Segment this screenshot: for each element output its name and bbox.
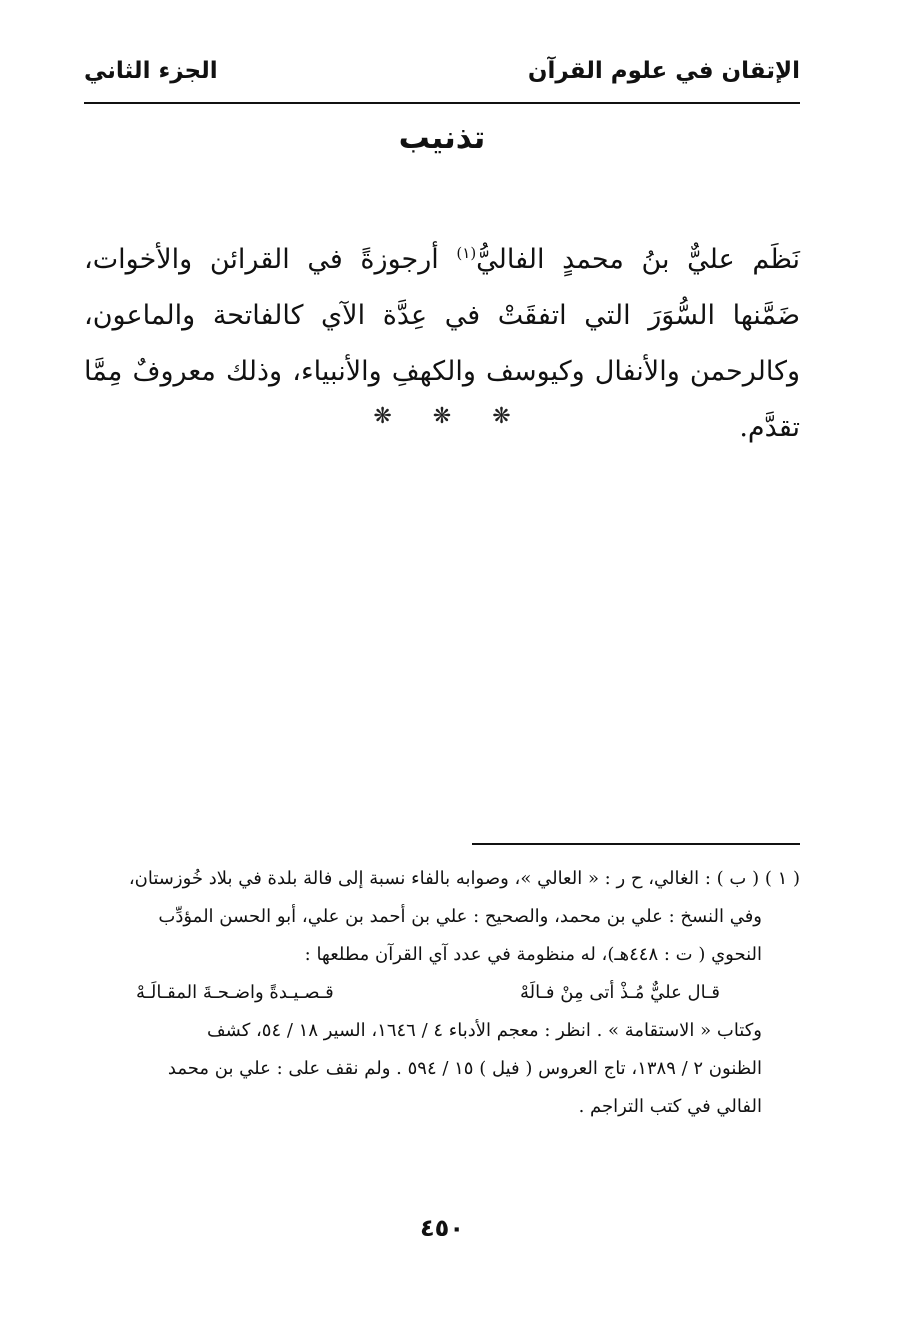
footnotes bbox=[96, 860, 800, 1126]
footnote-verse bbox=[96, 974, 800, 1012]
footnote-line: الظنون ٢ / ١٣٨٩، تاج العروس ( فيل ) ١٥ / ٥٩٤ . ولم نقف على : علي بن محمد bbox=[167, 1058, 762, 1079]
book-title: الإتقان في علوم القرآن bbox=[527, 58, 800, 84]
page-number: ٤٥٠ bbox=[420, 1214, 464, 1242]
footnote-line: النحوي ( ت : ٤٤٨هـ)، له منظومة في عدد آي القرآن مطلعها : bbox=[304, 944, 762, 965]
section-separator: ❋ ❋ ❋ bbox=[373, 404, 511, 429]
footnote-divider bbox=[472, 843, 800, 845]
volume-label: الجزء الثاني bbox=[84, 58, 218, 84]
verse-hemistich-second: قـصـيـدةً واضـحـةَ المقـالَـهْ bbox=[136, 982, 334, 1003]
footnote-line: وفي النسخ : علي بن محمد، والصحيح : علي بن أحمد بن علي، أبو الحسن المؤدِّب bbox=[158, 906, 762, 927]
body-text-rest: أرجوزةً في القرائن والأخوات، ضَمَّنها السُّوَرَ التي اتفقَتْ في عِدَّة الآي كالفاتحة والماعون، وكالرحمن والأنفال وكيوسف والكهفِ والأنبياء، وذلك معروفٌ مِمَّا تقدَّم. bbox=[84, 244, 800, 443]
footnote-line: ( ١ ) ( ب ) : الغالي، ح ر : « العالي »، وصوابه بالفاء نسبة إلى فالة بلدة في بلاد خُوزستان، bbox=[128, 868, 800, 889]
footnote-line: وكتاب « الاستقامة » . انظر : معجم الأدباء ٤ / ١٦٤٦، السير ١٨ / ٥٤، كشف bbox=[207, 1020, 762, 1041]
running-header bbox=[84, 52, 800, 104]
body-text-start: نَظَم عليٌّ بنُ محمدٍ الفاليُّ bbox=[476, 244, 800, 275]
footnote-reference[interactable]: (١) bbox=[456, 244, 477, 262]
verse-hemistich-first: قـال عليٌّ مُـذْ أتى مِنْ فـالَهْ bbox=[520, 982, 720, 1003]
footnote-line: الفالي في كتب التراجم . bbox=[578, 1096, 762, 1117]
section-title: تذنيب bbox=[398, 120, 486, 156]
